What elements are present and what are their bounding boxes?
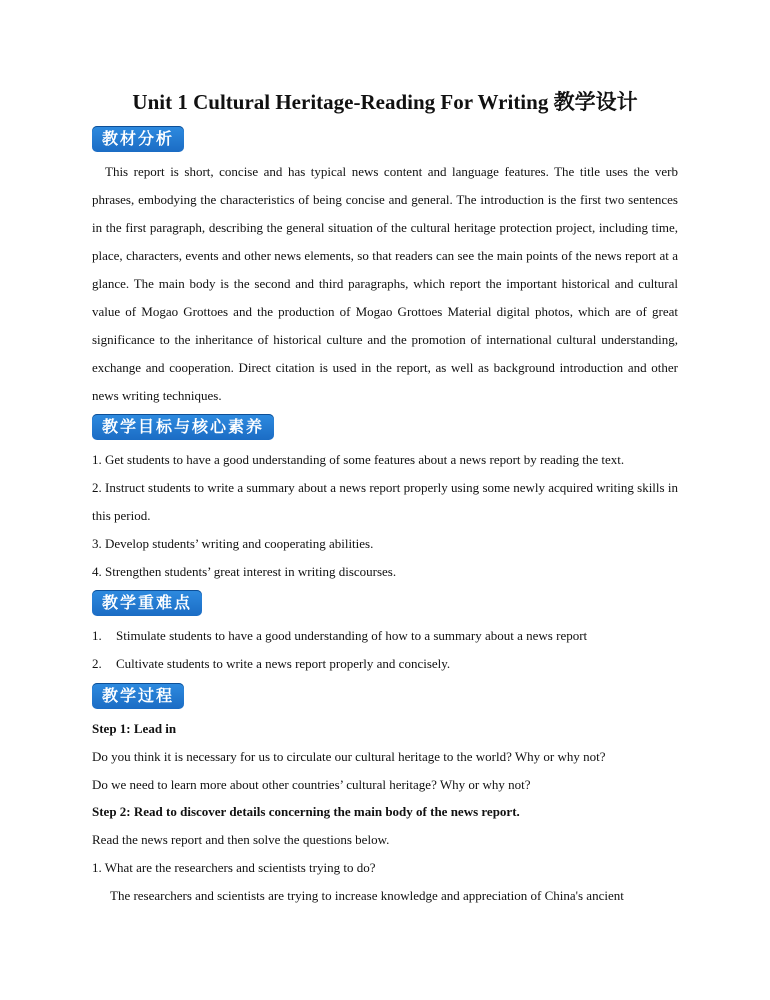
section-heading-objectives: 教学目标与核心素养 — [92, 414, 274, 440]
step2-instruction: Read the news report and then solve the questions below. — [92, 832, 390, 847]
step2-answer: The researchers and scientists are trying to increase knowledge and appreciation of China's ancient — [110, 888, 624, 903]
key-point-number: 2. — [92, 656, 102, 671]
document-title: Unit 1 Cultural Heritage-Reading For Writing 教学设计 — [132, 90, 638, 114]
key-point-number: 1. — [92, 628, 102, 643]
section-heading-process: 教学过程 — [92, 683, 184, 709]
section-heading-analysis: 教材分析 — [92, 126, 184, 152]
key-point-item — [92, 627, 587, 645]
objective-item: 2. Instruct students to write a summary about a news report properly using some newly acquired writing skills in this period. — [92, 480, 678, 523]
objective-item: 1. Get students to have a good understanding of some features about a news report by reading the text. — [92, 452, 625, 467]
objective-item: 4. Strengthen students’ great interest in writing discourses. — [92, 564, 397, 579]
key-point-text: Stimulate students to have a good understanding of how to a summary about a news report — [116, 628, 588, 643]
analysis-paragraph: This report is short, concise and has typical news content and language features. The title uses the verb phrases, embodying the characteristics of being concise and general. The introduction is the first two sentences in the first paragraph, describing the general situation of the cultural heritage protection project, including time, place, characters, events and other news elements, so that readers can see the main points of the news report at a glance. The main body is the second and third paragraphs, which report the important historical and cultural value of Mogao Grottoes and the production of Mogao Grottoes Material digital photos, which are of great significance to the inheritance of historical culture and the promotion of international cultural understanding, exchange and cooperation. Direct citation is used in the report, as well as background introduction and other news writing techniques. — [92, 164, 678, 403]
step1-title: Step 1: Lead in — [92, 721, 177, 736]
key-point-item — [92, 655, 450, 673]
step2-title: Step 2: Read to discover details concerning the main body of the news report. — [92, 804, 520, 819]
key-point-text: Cultivate students to write a news report properly and concisely. — [116, 656, 451, 671]
step1-question: Do we need to learn more about other countries’ cultural heritage? Why or why not? — [92, 777, 531, 792]
objective-item: 3. Develop students’ writing and cooperating abilities. — [92, 536, 374, 551]
step2-question: 1. What are the researchers and scientists trying to do? — [92, 860, 376, 875]
section-heading-key-points: 教学重难点 — [92, 590, 202, 616]
step1-question: Do you think it is necessary for us to circulate our cultural heritage to the world? Why or why not? — [92, 749, 606, 764]
